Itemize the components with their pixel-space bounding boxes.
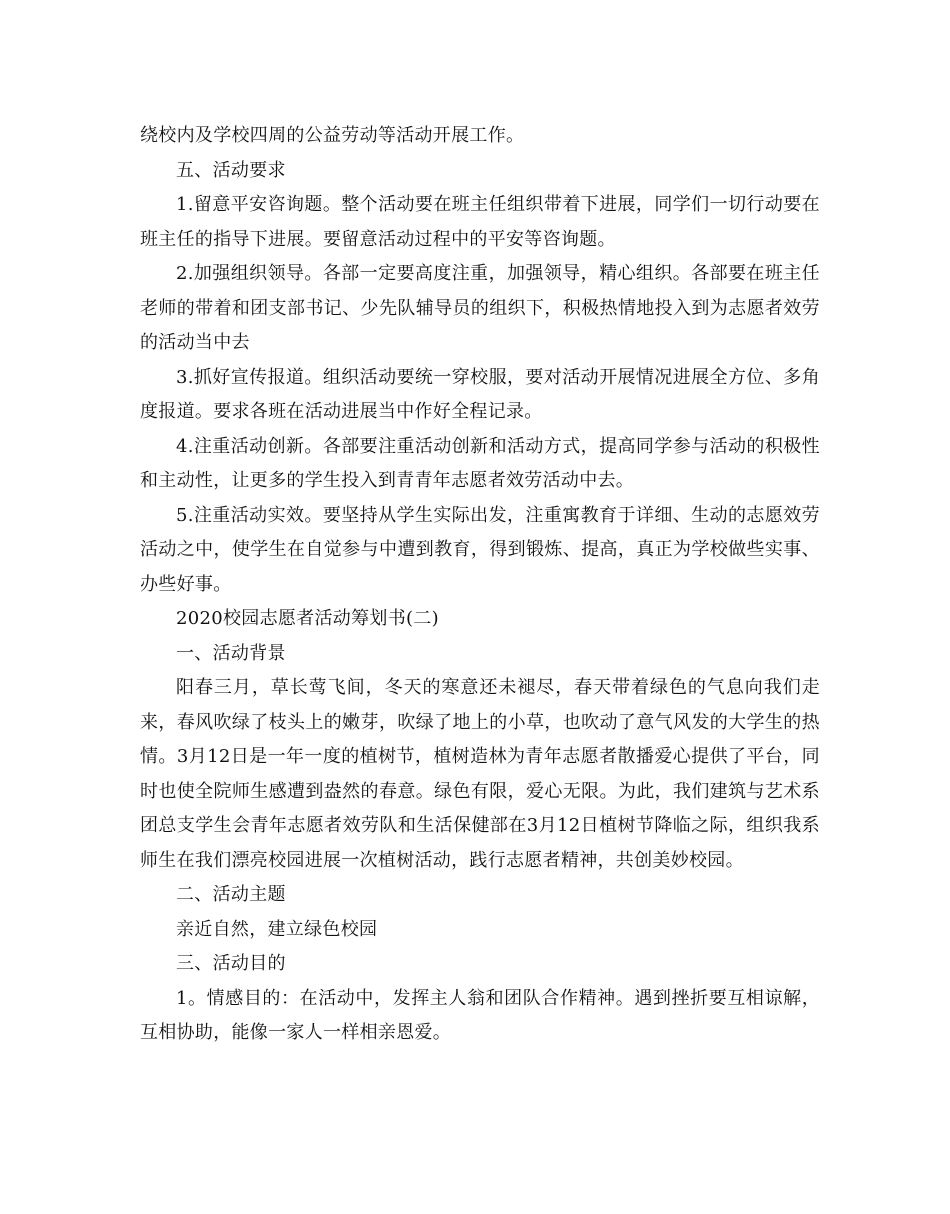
paragraph: 绕校内及学校四周的公益劳动等活动开展工作。 bbox=[140, 125, 525, 146]
paragraph: 3.抓好宣传报道。组织活动要统一穿校服，要对活动开展情况进展全方位、多角度报道。要求各班在活动进展当中作好全程记录。 bbox=[140, 366, 820, 422]
paragraph: 阳春三月，草长莺飞间，冬天的寒意还未褪尽，春天带着绿色的气息向我们走来，春风吹绿了枝头上的嫩芽，吹绿了地上的小草，也吹动了意气风发的大学生的热情。3月12日是一年一度的植树节，植树造林为青年志愿者散播爱心提供了平台，同时也使全院师生感遭到盎然的春意。绿色有限，爱心无限。为此，我们建筑与艺术系团总支学生会青年志愿者效劳队和生活保健部在3月12日植树节降临之际，组织我系师生在我们漂亮校园进展一次植树活动，践行志愿者精神，共创美妙校园。 bbox=[140, 677, 820, 871]
paragraph: 4.注重活动创新。各部要注重活动创新和活动方式，提高同学参与活动的积极性和主动性，让更多的学生投入到青青年志愿者效劳活动中去。 bbox=[140, 435, 820, 491]
paragraph: 2.加强组织领导。各部一定要高度注重，加强领导，精心组织。各部要在班主任老师的带着和团支部书记、少先队辅导员的组织下，积极热情地投入到为志愿者效劳的活动当中去 bbox=[140, 263, 820, 353]
section-heading: 五、活动要求 bbox=[176, 159, 286, 181]
paragraph: 1.留意平安咨询题。整个活动要在班主任组织带着下进展，同学们一切行动要在班主任的指导下进展。要留意活动过程中的平安等咨询题。 bbox=[140, 194, 820, 250]
document-subtitle: 2020校园志愿者活动筹划书(二) bbox=[176, 608, 439, 629]
section-heading: 二、活动主题 bbox=[176, 884, 286, 905]
section-heading: 一、活动背景 bbox=[176, 642, 286, 664]
section-heading: 三、活动目的 bbox=[176, 953, 286, 974]
document-body bbox=[140, 119, 820, 1051]
paragraph: 1。情感目的：在活动中，发挥主人翁和团队合作精神。遇到挫折要互相谅解，互相协助，能像一家人一样相亲恩爱。 bbox=[140, 987, 820, 1043]
paragraph: 亲近自然，建立绿色校园 bbox=[176, 918, 378, 940]
paragraph: 5.注重活动实效。要坚持从学生实际出发，注重寓教育于详细、生动的志愿效劳活动之中，使学生在自觉参与中遭到教育，得到锻炼、提高，真正为学校做些实事、办些好事。 bbox=[140, 504, 820, 595]
